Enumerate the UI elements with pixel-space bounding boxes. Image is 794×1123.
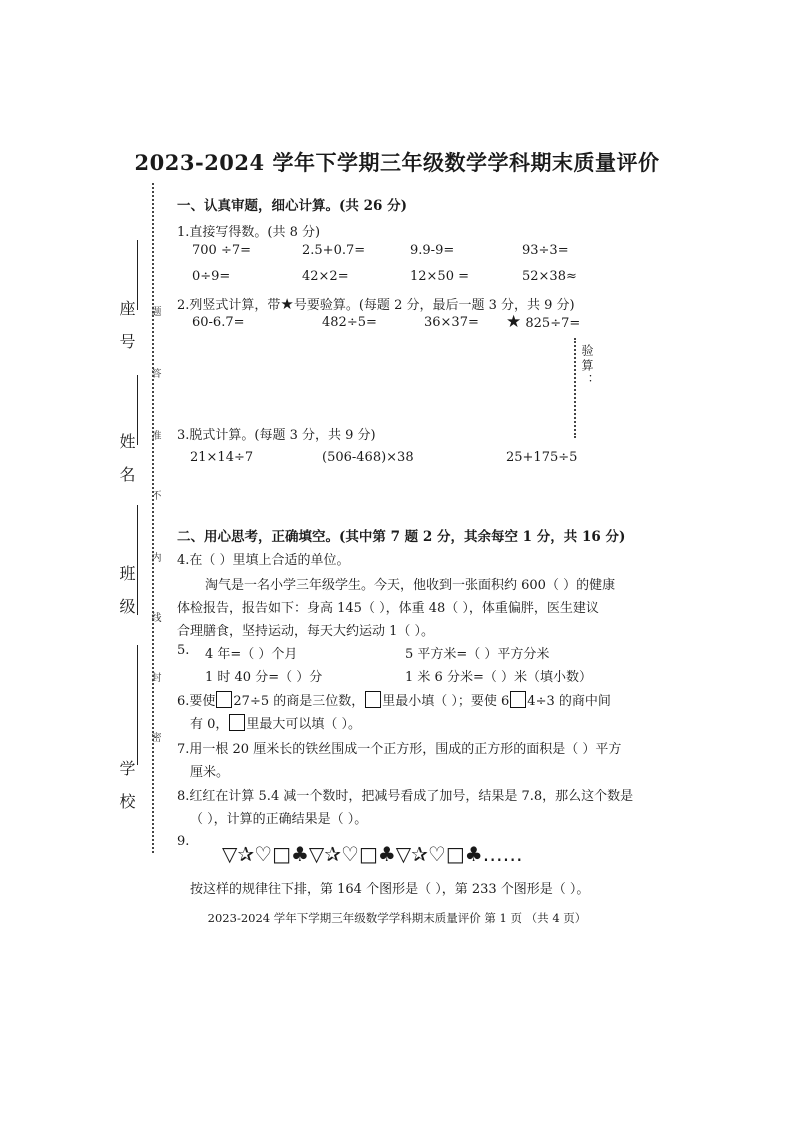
q6-text: 里最大可以填（ ）。 xyxy=(246,717,362,732)
seal-word: 答 xyxy=(149,368,160,378)
q1-item: 0÷9= xyxy=(192,269,231,284)
star-icon: ★ xyxy=(280,295,294,313)
q2-starred-item xyxy=(506,312,580,332)
shape-sequence: ▽✰♡□♣▽✰♡□♣▽✰♡□♣…… xyxy=(222,842,523,866)
seal-word: 线 xyxy=(149,612,160,622)
seal-word: 准 xyxy=(149,430,160,440)
q3-item: 25+175÷5 xyxy=(506,450,578,465)
q2-item: 825÷7= xyxy=(525,316,581,331)
q4-text: 合理膳食，坚持运动，每天大约运动 1（ ）。 xyxy=(177,624,435,639)
q7-text: 厘米。 xyxy=(190,765,230,780)
q5-item: 5 平方米=（ ）平方分米 xyxy=(405,647,550,662)
q9-number: 9. xyxy=(177,834,190,849)
blank-box[interactable] xyxy=(365,691,381,708)
binding-dotted-line xyxy=(152,183,154,853)
q7-text: 7.用一根 20 厘米长的铁丝围成一个正方形，围成的正方形的面积是（ ）平方 xyxy=(177,742,622,757)
q6-text: 里最小填（ ）；要使 6 xyxy=(382,694,510,709)
star-icon: ★ xyxy=(506,312,522,332)
q2-label-end: 号要验算。(每题 2 分，最后一题 3 分，共 9 分) xyxy=(293,298,575,313)
q4-text: 体检报告，报告如下：身高 145（ ），体重 48（ ），体重偏胖，医生建议 xyxy=(177,601,599,616)
q5-number: 5. xyxy=(177,643,190,658)
q1-item: 52×38≈ xyxy=(522,269,577,284)
blank-box[interactable] xyxy=(229,714,245,731)
q1-item: 9.9-9= xyxy=(410,243,455,258)
q4-text: 淘气是一名小学三年级学生。今天，他收到一张面积约 600（ ）的健康 xyxy=(205,578,616,593)
section2-heading: 二、用心思考，正确填空。(其中第 7 题 2 分，其余每空 1 分，共 16 分) xyxy=(177,529,626,545)
seat-label: 座 号 xyxy=(117,300,136,356)
q1-item: 700 ÷7= xyxy=(192,243,252,258)
school-label: 学 校 xyxy=(117,760,136,816)
blank-box[interactable] xyxy=(510,691,526,708)
q6-text: 有 0， xyxy=(190,717,229,732)
q3-label: 3.脱式计算。(每题 3 分，共 9 分) xyxy=(177,428,376,443)
q8-text: 8.红红在计算 5.4 减一个数时，把减号看成了加号，结果是 7.8，那么这个数是 xyxy=(177,789,634,804)
q2-label xyxy=(177,294,575,313)
q1-item: 12×50 = xyxy=(410,269,470,284)
q6-text: 4÷3 的商中间 xyxy=(527,694,611,709)
check-label: 验算： xyxy=(580,344,594,389)
class-label: 班 级 xyxy=(117,565,136,621)
q5-item: 1 米 6 分米=（ ）米（填小数） xyxy=(405,670,592,685)
q5-item: 4 年=（ ）个月 xyxy=(205,647,298,662)
q4-label: 4.在（ ）里填上合适的单位。 xyxy=(177,553,350,568)
q2-label-start: 2.列竖式计算，带 xyxy=(177,298,281,313)
seal-word: 内 xyxy=(149,552,160,562)
q8-text: （ ），计算的正确结果是（ ）。 xyxy=(190,812,368,827)
q1-label: 1.直接写得数。(共 8 分) xyxy=(177,225,321,240)
q6-line2 xyxy=(190,713,361,732)
q2-item: 482÷5= xyxy=(322,315,377,330)
seal-word: 不 xyxy=(149,490,160,500)
q3-item: 21×14÷7 xyxy=(190,450,254,465)
check-divider-line xyxy=(574,338,576,438)
q9-text: 按这样的规律往下排，第 164 个图形是（ ），第 233 个图形是（ ）。 xyxy=(190,882,590,897)
q6-line1 xyxy=(177,690,611,709)
q1-item: 93÷3= xyxy=(522,243,569,258)
seal-word: 密 xyxy=(149,732,160,742)
section1-heading: 一、认真审题，细心计算。(共 26 分) xyxy=(177,198,407,214)
seal-word: 题 xyxy=(149,306,160,316)
page-title: 2023-2024 学年下学期三年级数学学科期末质量评价 xyxy=(134,150,660,175)
q2-item: 36×37= xyxy=(424,315,479,330)
q6-text: 27÷5 的商是三位数， xyxy=(233,694,365,709)
q2-item: 60-6.7= xyxy=(192,315,245,330)
q1-item: 2.5+0.7= xyxy=(302,243,366,258)
blank-box[interactable] xyxy=(216,691,232,708)
seal-word: 封 xyxy=(149,672,160,682)
page-footer: 2023-2024 学年下学期三年级数学学科期末质量评价 第 1 页 （共 4 页） xyxy=(207,911,587,925)
q1-item: 42×2= xyxy=(302,269,349,284)
q6-text: 6.要使 xyxy=(177,694,216,709)
q5-item: 1 时 40 分=（ ）分 xyxy=(205,670,323,685)
school-underline xyxy=(137,645,138,765)
q3-item: (506-468)×38 xyxy=(322,450,414,465)
name-label: 姓 名 xyxy=(117,433,136,489)
